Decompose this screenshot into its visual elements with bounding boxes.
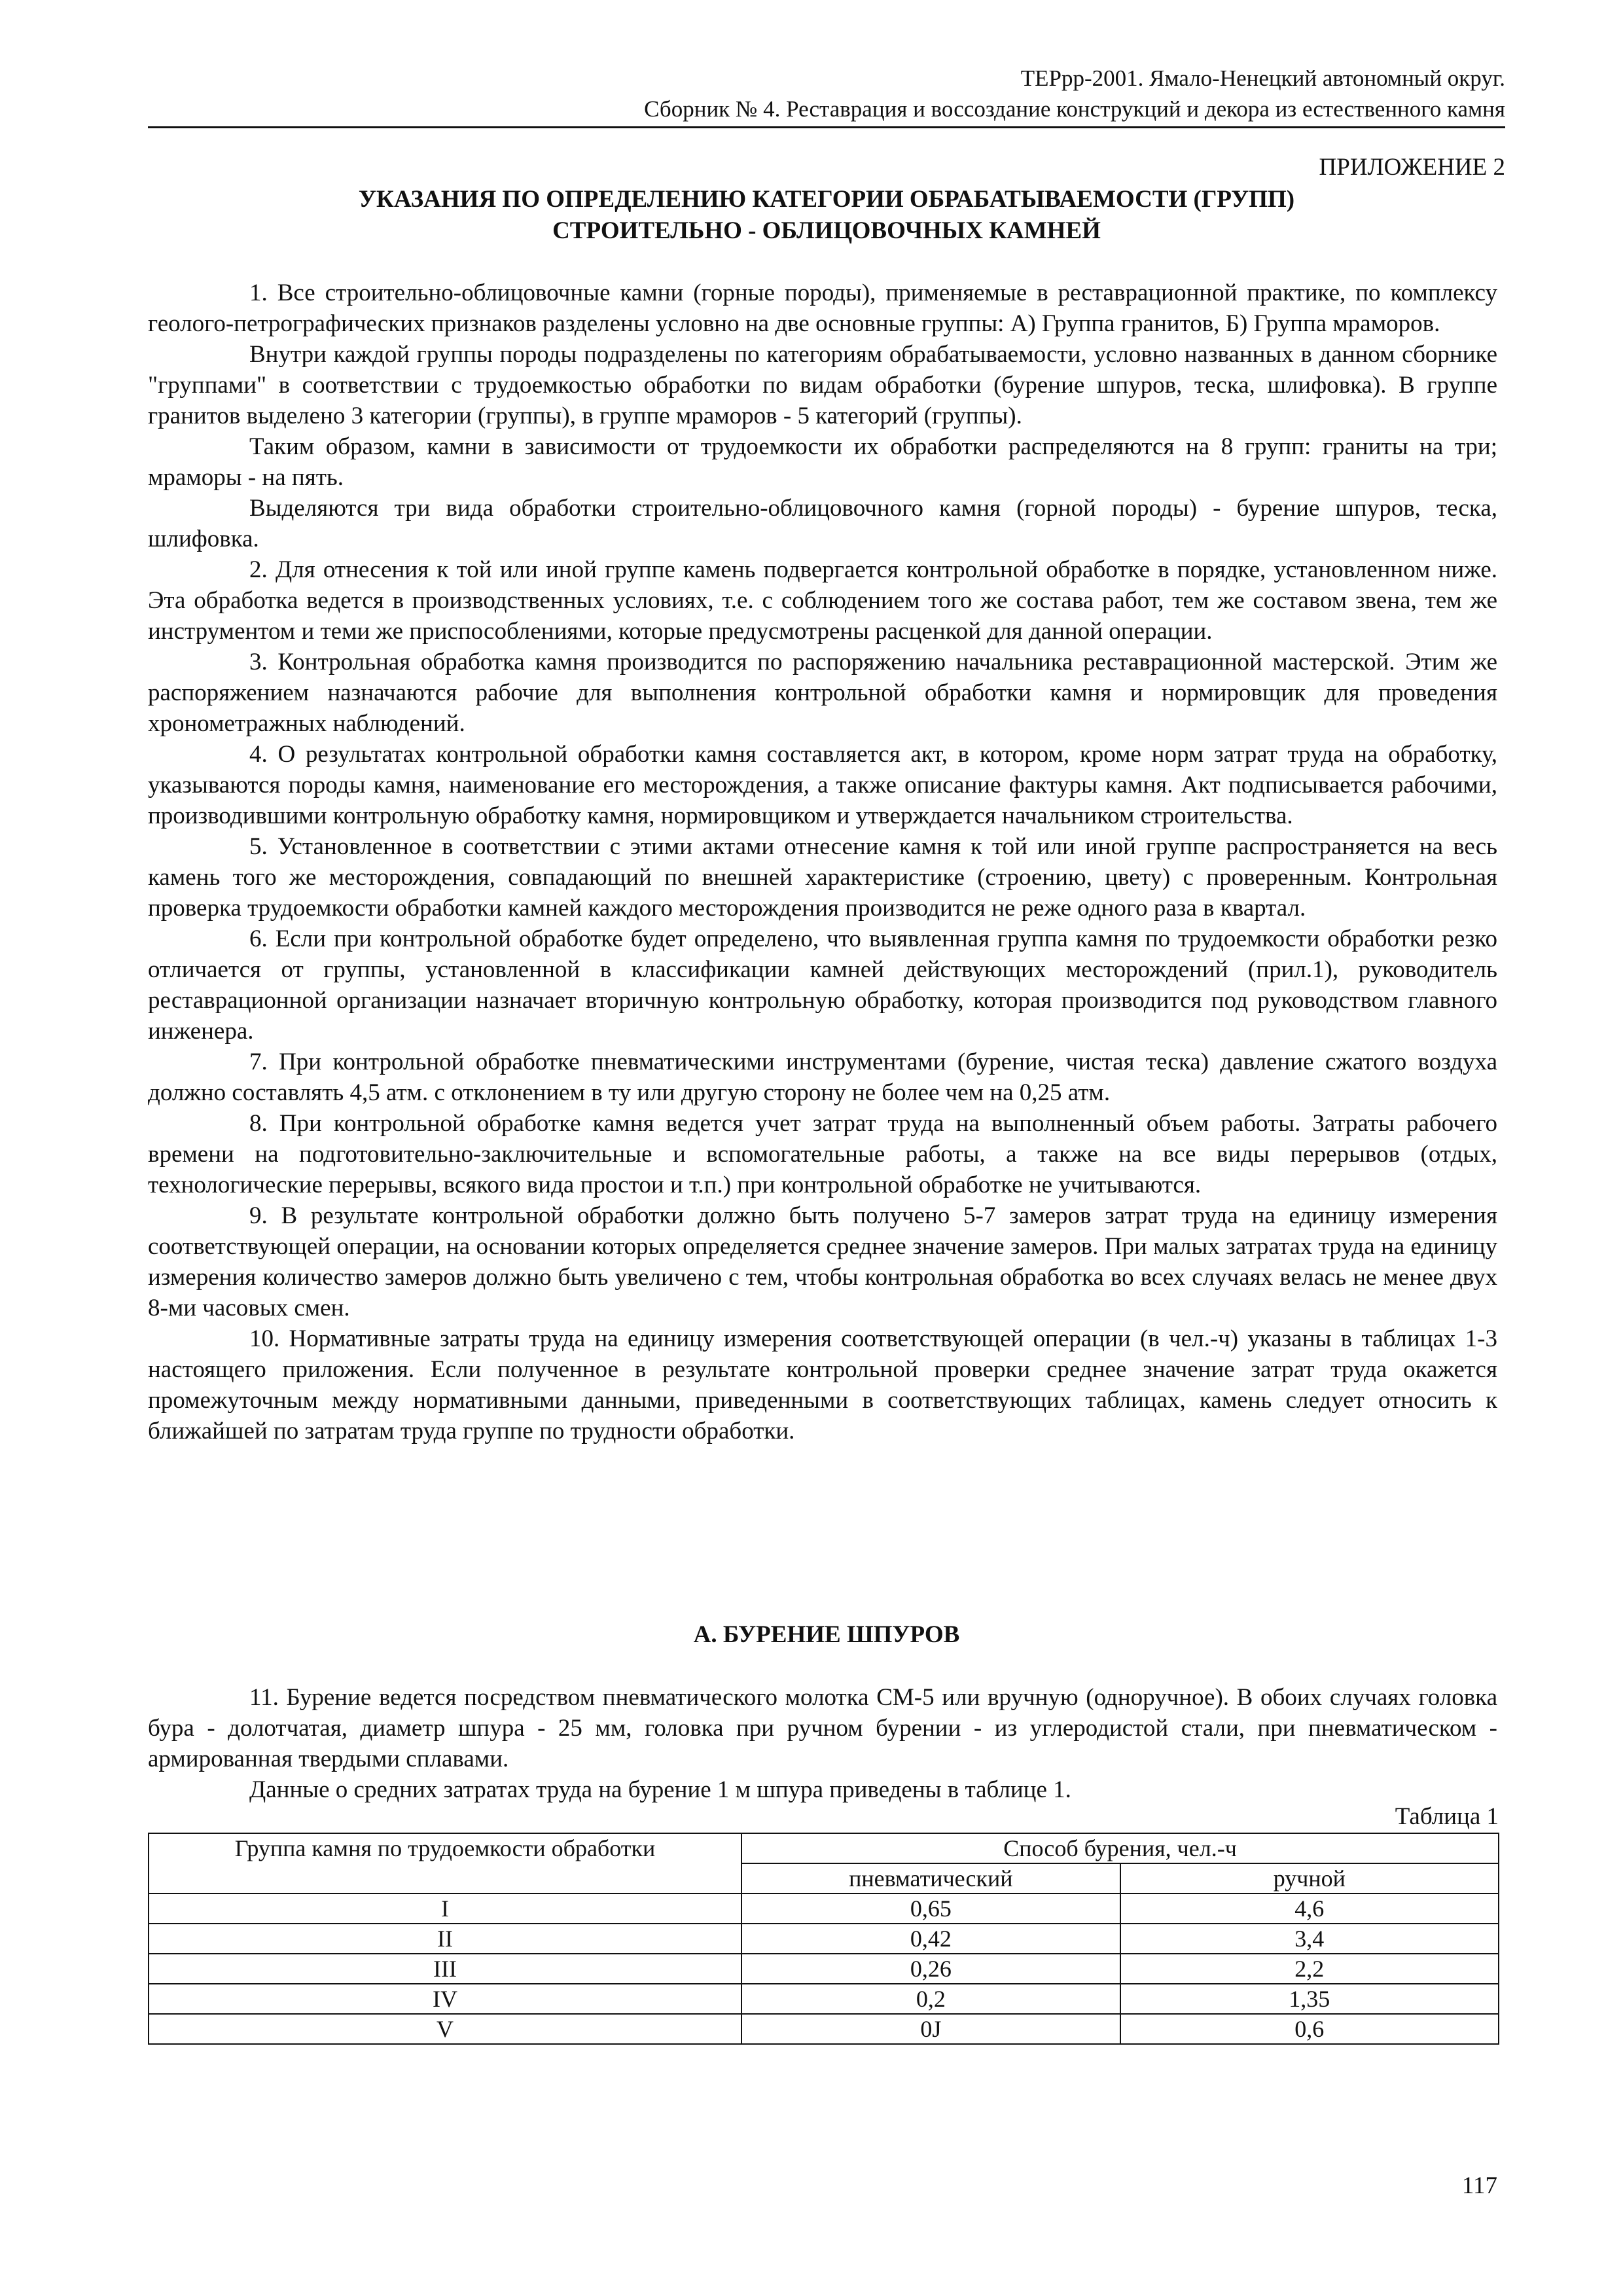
table-row — [149, 1924, 1499, 1954]
paragraph-12: 9. В результате контрольной обработки должно быть получено 5-7 замеров затрат труда на единицу измерения соответствующей операции, на основании которых определяется среднее значение замеров. При малых затратах труда на единицу измерения количество замеров должно быть увеличено с тем, чтобы контрольная обработка во всех случаях велась не менее двух 8-ми часовых смен. — [148, 1202, 1497, 1321]
section-a-title: А. БУРЕНИЕ ШПУРОВ — [693, 1621, 960, 1648]
paragraph-1: 1. Все строительно-облицовочные камни (горные породы), применяемые в реставрационной практике, по комплексу геолого-петрографических признаков разделены условно на две основные группы: А) Группа гранитов, Б) Группа мраморов. — [148, 279, 1497, 337]
paragraph-6: 3. Контрольная обработка камня производится по распоряжению начальника реставрационной мастерской. Этим же распоряжением назначаются рабочие для выполнения контрольной обработки камня и нормировщик для проведения хронометражных наблюдений. — [148, 649, 1497, 737]
section-a-paragraph-1: 11. Бурение ведется посредством пневматического молотка СМ-5 или вручную (одноручное). В обоих случаях головка бура - долотчатая, диаметр шпура - 25 мм, головка при ручном бурении - из углеродистой стали, при пневматическом - армированная твердыми сплавами. — [148, 1684, 1497, 1772]
page-number: 117 — [1461, 2172, 1497, 2199]
paragraph-9: 6. Если при контрольной обработке будет определено, что выявленная группа камня по трудоемкости обработки резко отличается от группы, установленной в классификации камней действующих месторождений (прил.1), руководитель реставрационной организации назначает вторичную контрольную обработку, которая производится под руководством главного инженера. — [148, 925, 1497, 1045]
cell-pneumatic: 0,42 — [741, 1924, 1120, 1954]
cell-manual: 4,6 — [1120, 1893, 1499, 1924]
paragraph-7: 4. О результатах контрольной обработки камня составляется акт, в котором, кроме норм затрат труда на обработку, указываются породы камня, наименование его месторождения, а также описание фактуры камня. Акт подписывается рабочими, производившими контрольную обработку камня, нормировщиком и утверждается начальником строительства. — [148, 741, 1497, 829]
header-title-line: ТЕРрр-2001. Ямало-Ненецкий автономный округ. — [1020, 65, 1505, 91]
paragraph-11: 8. При контрольной обработке камня ведется учет затрат труда на выполненный объем работы. Затраты рабочего времени на подготовительно-заключительные и вспомогательные работы, а также на все виды перерывов (отдых, технологические перерывы, всякого вида простои и т.п.) при контрольной обработке не учитываются. — [148, 1110, 1497, 1198]
paragraph-5: 2. Для отнесения к той или иной группе камень подвергается контрольной обработке в порядке, установленном ниже. Эта обработка ведется в производственных условиях, т.е. с соблюдением того же состава работ, тем же составом звена, тем же инструментом и теми же приспособлениями, которые предусмотрены расценкой для данной операции. — [148, 556, 1497, 645]
header-subtitle-line: Сборник № 4. Реставрация и воссоздание конструкций и декора из естественного камня — [644, 96, 1505, 122]
header-pneumatic: пневматический — [741, 1863, 1120, 1893]
table-caption: Таблица 1 — [1395, 1803, 1499, 1830]
main-body-text — [148, 278, 1497, 1446]
cell-pneumatic: 0J — [741, 2014, 1120, 2044]
document-title-line-2: СТРОИТЕЛЬНО - ОБЛИЦОВОЧНЫХ КАМНЕЙ — [552, 217, 1101, 244]
header-divider — [148, 126, 1505, 128]
appendix-label: ПРИЛОЖЕНИЕ 2 — [1319, 154, 1505, 181]
cell-pneumatic: 0,2 — [741, 1984, 1120, 2014]
section-a-paragraph-2: Данные о средних затратах труда на бурение 1 м шпура приведены в таблице 1. — [249, 1776, 1071, 1803]
table-row — [149, 1893, 1499, 1924]
document-title-line-1: УКАЗАНИЯ ПО ОПРЕДЕЛЕНИЮ КАТЕГОРИИ ОБРАБАТЫВАЕМОСТИ (ГРУПП) — [358, 186, 1295, 213]
table-row — [149, 1984, 1499, 2014]
paragraph-8: 5. Установленное в соответствии с этими актами отнесение камня к той или иной группе распространяется на весь камень того же месторождения, совпадающий по внешней характеристике (строению, цвету) с проверенным. Контрольная проверка трудоемкости обработки камней каждого месторождения производится не реже одного раза в квартал. — [148, 833, 1497, 922]
paragraph-10: 7. При контрольной обработке пневматическими инструментами (бурение, чистая теска) давление сжатого воздуха должно составлять 4,5 атм. с отклонением в ту или другую сторону не более чем на 0,25 атм. — [148, 1049, 1497, 1106]
drilling-labor-table — [148, 1833, 1499, 2045]
cell-manual: 1,35 — [1120, 1984, 1499, 2014]
table-row — [149, 1954, 1499, 1984]
paragraph-13: 10. Нормативные затраты труда на единицу измерения соответствующей операции (в чел.-ч) указаны в таблицах 1-3 настоящего приложения. Если полученное в результате контрольной проверки среднее значение затрат труда окажется промежуточным между нормативными данными, приведенными в соответствующих таблицах, камень следует относить к ближайшей по затратам труда группе по трудности обработки. — [148, 1325, 1497, 1444]
paragraph-2: Внутри каждой группы породы подразделены по категориям обрабатываемости, условно названных в данном сборнике "группами" в соответствии с трудоемкостью обработки по видам обработки (бурение шпуров, теска, шлифовка). В группе гранитов выделено 3 категории (группы), в группе мраморов - 5 категорий (группы). — [148, 341, 1497, 429]
cell-group: V — [149, 2014, 741, 2044]
cell-pneumatic: 0,65 — [741, 1893, 1120, 1924]
paragraph-3: Таким образом, камни в зависимости от трудоемкости их обработки распределяются на 8 групп: граниты на три; мраморы - на пять. — [148, 433, 1497, 491]
cell-pneumatic: 0,26 — [741, 1954, 1120, 1984]
cell-group: II — [149, 1924, 741, 1954]
cell-group: I — [149, 1893, 741, 1924]
cell-group: IV — [149, 1984, 741, 2014]
table-header-row — [149, 1833, 1499, 1863]
header-drilling-method: Способ бурения, чел.-ч — [741, 1833, 1499, 1863]
header-manual: ручной — [1120, 1863, 1499, 1893]
cell-manual: 3,4 — [1120, 1924, 1499, 1954]
paragraph-4: Выделяются три вида обработки строительно-облицовочного камня (горной породы) - бурение шпуров, теска, шлифовка. — [148, 495, 1497, 552]
table-row — [149, 2014, 1499, 2044]
cell-manual: 2,2 — [1120, 1954, 1499, 1984]
section-a-text — [148, 1682, 1497, 1805]
cell-manual: 0,6 — [1120, 2014, 1499, 2044]
header-stone-group: Группа камня по трудоемкости обработки — [149, 1833, 741, 1893]
cell-group: III — [149, 1954, 741, 1984]
